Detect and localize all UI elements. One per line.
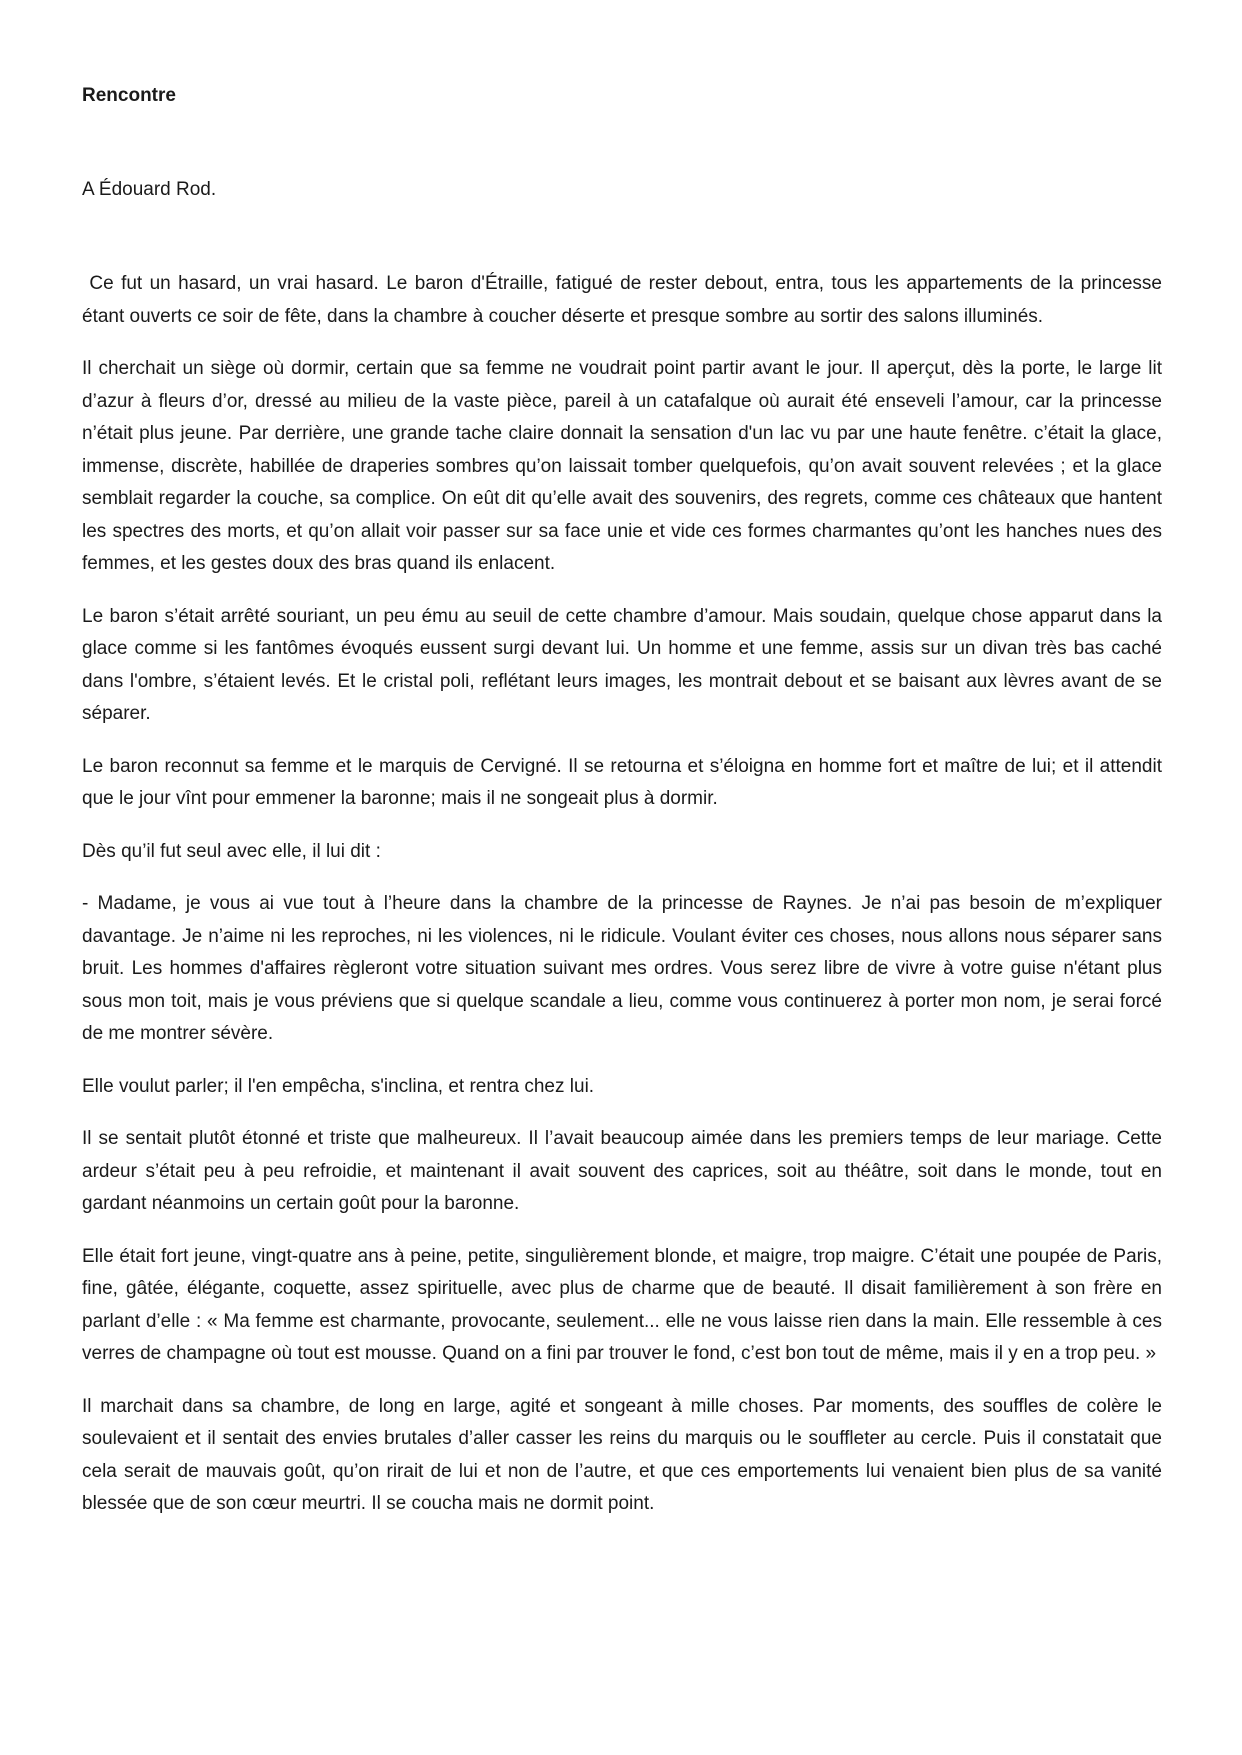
dedication: A Édouard Rod. <box>82 179 217 200</box>
paragraph-10: Il marchait dans sa chambre, de long en large, agité et songeant à mille choses. Par moments, des souffles de colère le soulevaient et il sentait des envies brutales d’aller casser les reins du marquis ou le souffleter au cercle. Puis il constatait que cela serait de mauvais goût, qu’on rirait de lui et non de l’autre, et que ces emportements lui venaient bien plus de sa vanité blessée que de son cœur meurtri. Il se coucha mais ne dormit point. <box>82 1395 1162 1514</box>
document-title: Rencontre <box>82 85 176 106</box>
paragraph-1: Ce fut un hasard, un vrai hasard. Le baron d'Étraille, fatigué de rester debout, entra, tous les appartements de la princesse étant ouverts ce soir de fête, dans la chambre à coucher déserte et presque sombre au sortir des salons illuminés. <box>82 273 1168 327</box>
paragraph-8: Il se sentait plutôt étonné et triste que malheureux. Il l’avait beaucoup aimée dans les premiers temps de leur mariage. Cette ardeur s’était peu à peu refroidie, et maintenant il avait souvent des caprices, soit au théâtre, soit dans le monde, tout en gardant néanmoins un certain goût pour la baronne. <box>82 1128 1162 1214</box>
paragraph-7: Elle voulut parler; il l'en empêcha, s'inclina, et rentra chez lui. <box>82 1075 595 1097</box>
paragraph-9: Elle était fort jeune, vingt-quatre ans à peine, petite, singulièrement blonde, et maigre, trop maigre. C’était une poupée de Paris, fine, gâtée, élégante, coquette, assez spirituelle, avec plus de charme que de beauté. Il disait familièrement à son frère en parlant d’elle : « Ma femme est charmante, provocante, seulement... elle ne vous laisse rien dans la main. Elle ressemble à ces verres de champagne où tout est mousse. Quand on a fini par trouver le fond, c’est bon tout de même, mais il y en a trop peu. » <box>82 1245 1162 1364</box>
paragraph-3: Le baron s’était arrêté souriant, un peu ému au seuil de cette chambre d’amour. Mais soudain, quelque chose apparut dans la glace comme si les fantômes évoqués eussent surgi devant lui. Un homme et une femme, assis sur un divan très bas caché dans l'ombre, s’étaient levés. Et le cristal poli, reflétant leurs images, les montrait debout et se baisant aux lèvres avant de se séparer. <box>82 605 1162 724</box>
paragraph-5: Dès qu’il fut seul avec elle, il lui dit : <box>82 840 381 862</box>
paragraph-2: Il cherchait un siège où dormir, certain que sa femme ne voudrait point partir avant le jour. Il aperçut, dès la porte, le large lit d’azur à fleurs d’or, dressé au milieu de la vaste pièce, pareil à un catafalque où aurait été enseveli l’amour, car la princesse n’était plus jeune. Par derrière, une grande tache claire donnait la sensation d'un lac vu par une haute fenêtre. c’était la glace, immense, discrète, habillée de draperies sombres qu’on laissait tomber quelquefois, qu’on avait souvent relevées ; et la glace semblait regarder la couche, sa complice. On eût dit qu’elle avait des souvenirs, des regrets, comme ces châteaux que hantent les spectres des morts, et qu’on allait voir passer sur sa face unie et vide ces formes charmantes qu’ont les hanches nues des femmes, et les gestes doux des bras quand ils enlacent. <box>82 358 1162 574</box>
document-page <box>82 80 1168 1541</box>
paragraph-6: - Madame, je vous ai vue tout à l’heure dans la chambre de la princesse de Raynes. Je n’ai pas besoin de m’expliquer davantage. Je n’aime ni les reproches, ni les violences, ni le ridicule. Voulant éviter ces choses, nous allons nous séparer sans bruit. Les hommes d'affaires règleront votre situation suivant mes ordres. Vous serez libre de vivre à votre guise n'étant plus sous mon toit, mais je vous préviens que si quelque scandale a lieu, comme vous continuerez à porter mon nom, je serai forcé de me montrer sévère. <box>82 893 1162 1044</box>
paragraph-4: Le baron reconnut sa femme et le marquis de Cervigné. Il se retourna et s’éloigna en homme fort et maître de lui; et il attendit que le jour vînt pour emmener la baronne; mais il ne songeait plus à dormir. <box>82 755 1162 809</box>
